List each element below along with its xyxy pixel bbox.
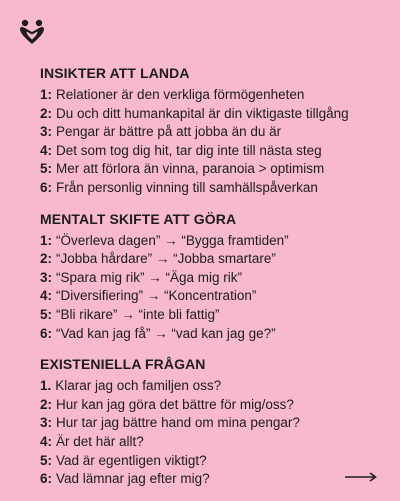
list-item: [40, 142, 384, 161]
section-insights: [40, 64, 384, 198]
list-item: [40, 470, 384, 489]
list-item: [40, 433, 384, 452]
item-text: “Vad kan jag få” → “vad kan jag ge?”: [56, 325, 276, 341]
item-number: 6:: [40, 325, 53, 341]
item-text: Mer att förlora än vinna, paranoia > optimism: [56, 161, 325, 177]
section-heading: EXISTENIELLA FRÅGAN: [40, 356, 206, 373]
item-text: Vad lämnar jag efter mig?: [56, 471, 210, 487]
list-item: [40, 86, 384, 105]
list-item: [40, 377, 384, 396]
item-number: 1:: [40, 87, 53, 102]
item-text: “Jobba hårdare” → “Jobba smartare”: [56, 251, 276, 267]
insights-list: [40, 86, 384, 198]
list-item: [40, 105, 384, 124]
item-number: 3:: [40, 269, 53, 285]
item-number: 2:: [40, 105, 53, 121]
item-text: Klarar jag och familjen oss?: [55, 378, 222, 394]
item-number: 4:: [40, 142, 53, 158]
item-text: Pengar är bättre på att jobba än du är: [56, 124, 282, 140]
section-heading: INSIKTER ATT LANDA: [40, 65, 190, 81]
item-number: 6:: [40, 179, 53, 195]
section-existential-question: [40, 355, 384, 489]
item-text: Hur kan jag göra det bättre för mig/oss?: [56, 396, 294, 412]
section-heading: MENTALT SKIFTE ATT GÖRA: [40, 210, 237, 227]
item-text: Du och ditt humankapital är din viktigaste tillgång: [56, 105, 349, 121]
item-number: 1:: [40, 232, 53, 248]
list-item: [40, 287, 384, 306]
section-mindset-shift: [40, 210, 384, 344]
item-number: 3:: [40, 415, 53, 431]
item-text: “Diversifiering” → “Koncentration”: [56, 288, 257, 304]
item-number: 4:: [40, 433, 53, 449]
item-text: “Bli rikare” → “inte bli fattig”: [56, 306, 220, 322]
item-number: 4:: [40, 288, 53, 304]
item-text: Från personlig vinning till samhällspåverkan: [56, 179, 318, 195]
list-item: [40, 160, 384, 179]
item-number: 2:: [40, 251, 53, 267]
list-item: [40, 269, 384, 288]
item-number: 5:: [40, 306, 53, 322]
item-number: 5:: [40, 161, 53, 177]
item-text: Hur tar jag bättre hand om mina pengar?: [56, 415, 300, 431]
item-text: Är det här allt?: [56, 433, 144, 449]
list-item: [40, 123, 384, 142]
list-item: [40, 250, 384, 269]
item-text: “Överleva dagen” → “Bygga framtiden”: [56, 232, 289, 248]
item-text: Vad är egentligen viktigt?: [56, 452, 207, 468]
item-number: 3:: [40, 124, 53, 140]
list-item: [40, 396, 384, 415]
content: [40, 64, 384, 501]
list-item: [40, 179, 384, 198]
list-item: [40, 414, 384, 433]
item-text: Det som tog dig hit, tar dig inte till nästa steg: [56, 142, 322, 158]
item-number: 6:: [40, 471, 53, 487]
list-item: [40, 325, 384, 344]
arrow-right-icon[interactable]: [345, 472, 377, 482]
list-item: [40, 452, 384, 471]
list-item: [40, 232, 384, 251]
mindset-list: [40, 232, 384, 344]
people-heart-logo-icon: [18, 18, 46, 46]
item-text: “Spara mig rik” → “Äga mig rik”: [56, 269, 243, 285]
questions-list: [40, 377, 384, 489]
item-number: 2:: [40, 396, 53, 412]
item-number: 1.: [40, 378, 52, 394]
item-number: 5:: [40, 452, 53, 468]
item-text: Relationer är den verkliga förmögenheten: [56, 87, 305, 102]
list-item: [40, 306, 384, 325]
